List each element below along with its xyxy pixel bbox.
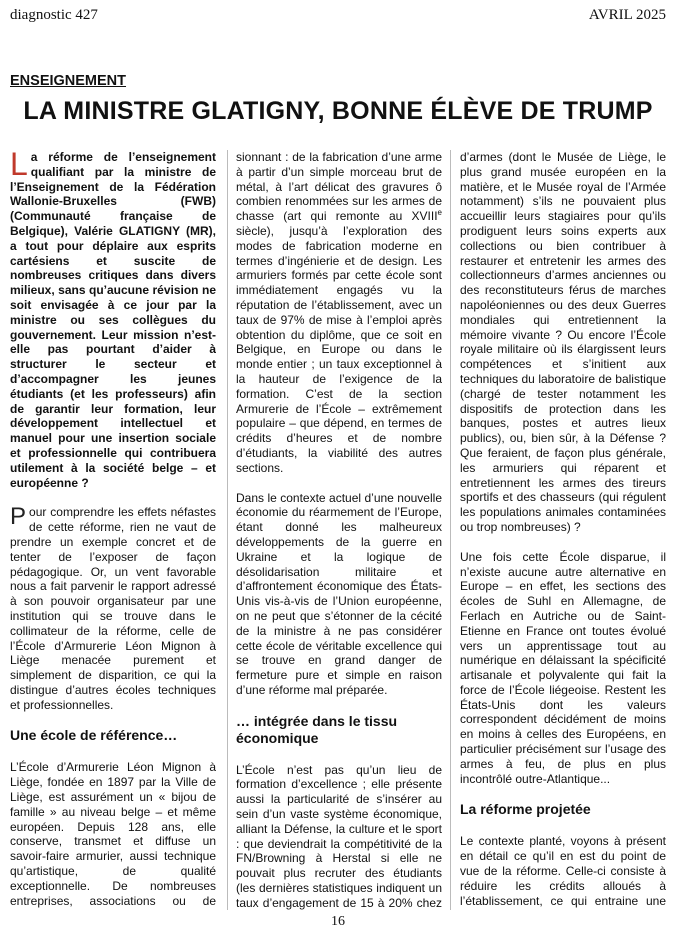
article-column-1 [10, 150, 216, 910]
page-number: 16 [331, 914, 345, 929]
article-column-2 [236, 150, 442, 910]
subheading: La réforme projetée [460, 801, 591, 818]
paragraph-text: our comprendre les effets néfastes de cette réforme, rien ne vaut de prendre un exemple concret et de tenter de l’exposer de façon pédagogique. Or, un vent favorable nous a fait parvenir le rapport adressé à son pouvoir organisateur par une institution qui se trouve dans le collimateur de la réforme, celle de l’École d’Armurerie Léon Mignon à Liège menacée purement et simplement de disparition, ce qui la distingue d’autres écoles techniques et professionnelles. [10, 505, 216, 712]
paragraph: L’École n’est pas qu’un lieu de formation d’excellence ; elle présente aussi la particularité de s’insérer au sein d’un vaste système économique, alliant la Défense, la culture et le sport : que deviendrait la compétitivité de la FN/Browning à Herstal si elle ne pouvait plus recruter des étudiants (les dernières statistiques indiquent un taux d’engagement de 15 à 20% chez [236, 762, 442, 910]
paragraph: d’armes (dont le Musée de Liège, le plus grand musée européen en la matière, et le Musée royal de l’Armée notamment) s’ils ne pouvaient plus accueillir leurs stagiaires pour qu’ils prodiguent leurs soins experts aux collections ou bien contribuer à restaurer et entretenir les armes des collectionneurs d’armes anciennes ou des reconstituteurs férus de marches napoléoniennes ou des deux Guerres mondiales qui entretiennent la mémoire vivante ? Ou encore l’École royale militaire où ils élargissent leurs compétences et s’initient aux techniques du laboratoire de balistique (chargé de tester notamment les dispositifs de protection dans les banques, postes et autres lieux publics), ou, bien sûr, à la Défense ? Que feraient, de façon plus générale, les armuriers qui réparent et entretiennent les armes des tireurs sportifs et des chasseurs (qui régulent les populations animales contaminées ou trop nombreuses) ? [460, 150, 666, 534]
paragraph-text: siècle), jusqu’à l’exploration des modes de fabrication moderne en termes d’ingénierie et de design. Les armuriers formés par cette école sont immédiatement engagés vu la réputation de l’établissement, avec un taux de 97% de mise à l’emploi après obtention du diplôme, que ce soit en Belgique, en Europe ou dans le monde entier ; un taux exceptionnel à la hauteur de l’exigence de la formation. C’est de la section Armurerie de l’École – extrêmement populaire – que dépend, en termes de crédits d’heures et de nombre d’étudiants, la viabilité des autres sections. [236, 223, 442, 475]
paragraph: Une fois cette École disparue, il n’existe aucune autre alternative en Europe – en effet, les sections des écoles de Suhl en Allemagne, de Ferlach en Autriche ou de Saint-Etienne en France ont toutes évolué vers un apprentissage tout au numérique en délaissant la spécificité artisanale et polyvalente qui fait la force de l’École liégeoise. Restent les États-Unis dont les valeurs correspondent décidément de moins en moins à celles des Européens, en particulier précisément sur l’usage des armes à feu, de plus en plus incontrôlé outre-Atlantique... [460, 549, 666, 786]
subheading: … intégrée dans le tissu économique [236, 712, 398, 746]
paragraph [10, 505, 216, 712]
superscript: e [437, 208, 442, 218]
article-title: LA MINISTRE GLATIGNY, BONNE ÉLÈVE DE TRUMP [23, 97, 653, 125]
publication-date: AVRIL 2025 [588, 7, 666, 23]
subheading: Une école de référence… [10, 727, 178, 744]
paragraph-text: sionnant : de la fabrication d’une arme à partir d’un simple morceau brut de métal, à l’art délicat des gravures ô combien renommées sur les armes de chasse (art qui remonte au XVIII [236, 150, 442, 224]
article-column-3 [460, 150, 666, 910]
paragraph: L’École d’Armurerie Léon Mignon à Liège, fondée en 1897 par la Ville de Liège, est assurément un « bijou de famille » au niveau belge – et même européen. Depuis 128 ans, elle conserve, transmet et diffuse un savoir-faire armurier, aussi technique qu’artistique, de qualité exceptionnelle. De nombreuses entreprises, associations ou de [10, 760, 216, 908]
section-label: ENSEIGNEMENT [10, 73, 127, 89]
drop-cap: P [10, 503, 27, 531]
column-divider [450, 150, 451, 910]
drop-cap: L [10, 150, 28, 182]
publication-issue: diagnostic 427 [10, 7, 98, 23]
paragraph: Le contexte planté, voyons à présent en détail ce qu’il en est du point de vue de la réforme. Celle-ci consiste à réduire les crédits alloués à l’établissement, ce qui entraine une [460, 834, 666, 908]
lead-text: a réforme de l’enseignement qualifiant par la ministre de l’Enseignement de la Fédération Wallonie-Bruxelles (FWB) (Communauté française de Belgique), Valérie GLATIGNY (MR), a tout pour déplaire aux esprits cartésiens et suscite de nombreuses critiques dans divers milieux, sans qu’aucune révision ne soit envisagée à ce jour par la ministre ou ses collègues du gouvernement. Leur mission n’est-elle pas pourtant d’aider à structurer le secteur et d’accompagner les jeunes étudiants (et les professeurs) afin de garantir leur formation, leur développement intellectuel et manuel pour une insertion sociale et professionnelle qui contribuera utilement à la société belge – et européenne ? [10, 150, 216, 490]
paragraph [236, 150, 442, 476]
column-divider [227, 150, 228, 910]
lead-paragraph [10, 150, 216, 490]
paragraph: Dans le contexte actuel d’une nouvelle économie du réarmement de l’Europe, étant donné les malheureux développements de la guerre en Ukraine et la logique de désolidarisation militaire et d’affrontement économique des États-Unis vis-à-vis de l’Union européenne, on ne peut que s’étonner de la cécité de la ministre à ne pas considérer cette école de véritable excellence qui se trouve en grand danger de fermeture pure et simple en raison d’une réforme mal préparée. [236, 490, 442, 697]
